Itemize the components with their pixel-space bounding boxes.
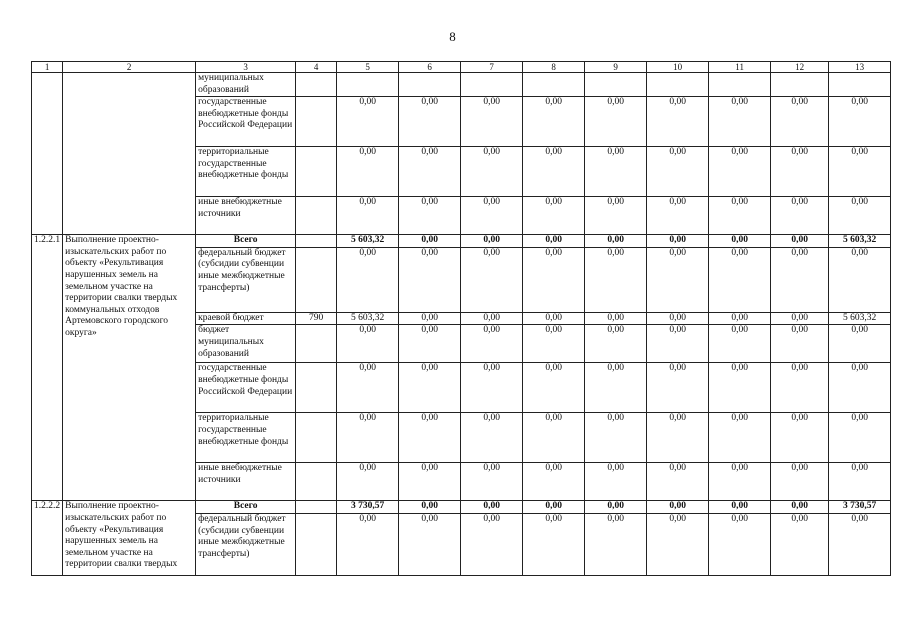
funding-source-cell: территориальные государственные внебюджетные фонды xyxy=(196,413,296,463)
col4-cell xyxy=(296,73,337,97)
value-cell: 0,00 xyxy=(829,325,891,363)
value-cell: 0,00 xyxy=(647,197,709,235)
value-cell: 0,00 xyxy=(399,147,461,197)
value-cell: 0,00 xyxy=(523,97,585,147)
funding-source-cell: государственные внебюджетные фонды Российской Федерации xyxy=(196,363,296,413)
table-row xyxy=(32,73,891,97)
funding-source-cell: федеральный бюджет (субсидии субвенции иные межбюджетные трансферты) xyxy=(196,247,296,312)
column-number: 11 xyxy=(709,62,771,73)
funding-source-cell: иные внебюджетные источники xyxy=(196,197,296,235)
value-cell: 0,00 xyxy=(461,235,523,248)
value-cell xyxy=(461,73,523,97)
value-cell: 0,00 xyxy=(771,513,829,575)
value-cell: 0,00 xyxy=(461,501,523,514)
value-cell: 0,00 xyxy=(771,247,829,312)
value-cell: 3 730,57 xyxy=(337,501,399,514)
value-cell: 5 603,32 xyxy=(337,312,399,325)
value-cell: 0,00 xyxy=(399,312,461,325)
funding-source-cell: территориальные государственные внебюджетные фонды xyxy=(196,147,296,197)
value-cell: 0,00 xyxy=(647,463,709,501)
value-cell: 0,00 xyxy=(523,463,585,501)
column-number: 6 xyxy=(399,62,461,73)
value-cell: 0,00 xyxy=(647,97,709,147)
value-cell: 0,00 xyxy=(585,247,647,312)
value-cell: 0,00 xyxy=(585,312,647,325)
value-cell: 0,00 xyxy=(829,247,891,312)
value-cell: 0,00 xyxy=(461,413,523,463)
value-cell: 0,00 xyxy=(709,147,771,197)
col4-cell xyxy=(296,235,337,248)
value-cell: 0,00 xyxy=(523,197,585,235)
table-body xyxy=(32,62,891,576)
value-cell: 0,00 xyxy=(337,147,399,197)
col4-cell xyxy=(296,147,337,197)
value-cell: 0,00 xyxy=(709,312,771,325)
value-cell: 0,00 xyxy=(523,235,585,248)
value-cell: 0,00 xyxy=(399,363,461,413)
value-cell: 0,00 xyxy=(709,97,771,147)
value-cell: 0,00 xyxy=(399,97,461,147)
value-cell: 0,00 xyxy=(709,363,771,413)
value-cell: 0,00 xyxy=(709,197,771,235)
value-cell: 0,00 xyxy=(399,247,461,312)
col4-cell xyxy=(296,501,337,514)
value-cell: 0,00 xyxy=(523,312,585,325)
value-cell: 0,00 xyxy=(771,97,829,147)
value-cell xyxy=(523,73,585,97)
value-cell: 0,00 xyxy=(829,363,891,413)
code-cell xyxy=(32,73,63,235)
funding-source-cell: бюджет муниципальных образований xyxy=(196,325,296,363)
column-number: 5 xyxy=(337,62,399,73)
col4-cell xyxy=(296,513,337,575)
value-cell: 0,00 xyxy=(337,513,399,575)
funding-source-cell: муниципальных образований xyxy=(196,73,296,97)
value-cell: 0,00 xyxy=(771,147,829,197)
item-code: 1.2.2.2 xyxy=(32,501,63,576)
funding-source-cell: государственные внебюджетные фонды Российской Федерации xyxy=(196,97,296,147)
value-cell: 0,00 xyxy=(709,413,771,463)
col4-cell xyxy=(296,413,337,463)
value-cell: 0,00 xyxy=(771,197,829,235)
column-number: 4 xyxy=(296,62,337,73)
value-cell xyxy=(709,73,771,97)
value-cell: 0,00 xyxy=(585,325,647,363)
value-cell xyxy=(829,73,891,97)
funding-source-cell: краевой бюджет xyxy=(196,312,296,325)
column-number: 3 xyxy=(196,62,296,73)
column-number: 1 xyxy=(32,62,63,73)
value-cell: 0,00 xyxy=(461,363,523,413)
value-cell: 0,00 xyxy=(461,513,523,575)
item-title: Выполнение проектно-изыскательских работ по объекту «Рекультивация нарушенных земель на земельном участке на территории свалки твердых коммунальных отходов Артемовского городского округа» xyxy=(63,235,196,501)
value-cell: 0,00 xyxy=(399,463,461,501)
page-number: 8 xyxy=(449,29,456,44)
value-cell: 0,00 xyxy=(647,325,709,363)
value-cell: 0,00 xyxy=(337,197,399,235)
value-cell: 0,00 xyxy=(523,247,585,312)
table-row xyxy=(32,235,891,248)
value-cell: 0,00 xyxy=(829,513,891,575)
value-cell xyxy=(399,73,461,97)
value-cell: 0,00 xyxy=(771,312,829,325)
value-cell: 0,00 xyxy=(585,513,647,575)
value-cell: 0,00 xyxy=(709,513,771,575)
value-cell: 0,00 xyxy=(709,501,771,514)
value-cell: 0,00 xyxy=(337,247,399,312)
value-cell: 0,00 xyxy=(771,501,829,514)
budget-table xyxy=(31,61,891,576)
value-cell: 0,00 xyxy=(461,312,523,325)
value-cell: 0,00 xyxy=(647,513,709,575)
col4-cell xyxy=(296,463,337,501)
value-cell: 0,00 xyxy=(709,235,771,248)
value-cell: 0,00 xyxy=(829,413,891,463)
value-cell: 0,00 xyxy=(709,325,771,363)
column-number-row xyxy=(32,62,891,73)
value-cell xyxy=(647,73,709,97)
value-cell: 0,00 xyxy=(829,147,891,197)
value-cell: 0,00 xyxy=(771,235,829,248)
value-cell: 0,00 xyxy=(647,312,709,325)
column-number: 12 xyxy=(771,62,829,73)
item-code: 1.2.2.1 xyxy=(32,235,63,501)
value-cell: 0,00 xyxy=(337,325,399,363)
value-cell: 0,00 xyxy=(771,325,829,363)
value-cell: 0,00 xyxy=(647,363,709,413)
value-cell: 0,00 xyxy=(771,363,829,413)
value-cell: 0,00 xyxy=(399,325,461,363)
value-cell: 0,00 xyxy=(829,97,891,147)
col4-cell xyxy=(296,97,337,147)
funding-source-cell: Всего xyxy=(196,235,296,248)
value-cell: 5 603,32 xyxy=(829,312,891,325)
value-cell: 0,00 xyxy=(399,513,461,575)
value-cell: 0,00 xyxy=(585,413,647,463)
value-cell: 0,00 xyxy=(337,413,399,463)
column-number: 13 xyxy=(829,62,891,73)
column-number: 7 xyxy=(461,62,523,73)
col4-cell xyxy=(296,363,337,413)
value-cell: 0,00 xyxy=(647,235,709,248)
value-cell: 0,00 xyxy=(399,413,461,463)
value-cell: 0,00 xyxy=(399,197,461,235)
column-number: 8 xyxy=(523,62,585,73)
value-cell: 0,00 xyxy=(337,463,399,501)
value-cell xyxy=(771,73,829,97)
table-row xyxy=(32,501,891,514)
value-cell: 0,00 xyxy=(585,197,647,235)
value-cell: 0,00 xyxy=(399,235,461,248)
value-cell: 0,00 xyxy=(523,325,585,363)
item-title: Выполнение проектно-изыскательских работ по объекту «Рекультивация нарушенных земель на земельном участке на территории свалки твердых xyxy=(63,501,196,576)
value-cell: 0,00 xyxy=(585,97,647,147)
funding-source-cell: федеральный бюджет (субсидии субвенции иные межбюджетные трансферты) xyxy=(196,513,296,575)
value-cell: 0,00 xyxy=(461,197,523,235)
value-cell: 0,00 xyxy=(771,463,829,501)
value-cell xyxy=(585,73,647,97)
value-cell: 0,00 xyxy=(337,97,399,147)
value-cell: 5 603,32 xyxy=(829,235,891,248)
value-cell: 0,00 xyxy=(585,363,647,413)
col4-cell xyxy=(296,247,337,312)
value-cell: 0,00 xyxy=(523,363,585,413)
value-cell: 0,00 xyxy=(647,501,709,514)
value-cell: 0,00 xyxy=(585,501,647,514)
value-cell: 0,00 xyxy=(771,413,829,463)
col4-cell xyxy=(296,325,337,363)
value-cell: 0,00 xyxy=(523,413,585,463)
value-cell: 0,00 xyxy=(709,247,771,312)
value-cell: 0,00 xyxy=(829,463,891,501)
value-cell: 0,00 xyxy=(585,463,647,501)
funding-source-cell: Всего xyxy=(196,501,296,514)
col4-cell: 790 xyxy=(296,312,337,325)
value-cell: 0,00 xyxy=(399,501,461,514)
value-cell xyxy=(337,73,399,97)
value-cell: 0,00 xyxy=(647,247,709,312)
value-cell: 0,00 xyxy=(585,235,647,248)
value-cell: 0,00 xyxy=(829,197,891,235)
value-cell: 0,00 xyxy=(461,463,523,501)
title-cell xyxy=(63,73,196,235)
value-cell: 0,00 xyxy=(461,147,523,197)
column-number: 10 xyxy=(647,62,709,73)
value-cell: 0,00 xyxy=(523,501,585,514)
value-cell: 0,00 xyxy=(585,147,647,197)
value-cell: 0,00 xyxy=(461,325,523,363)
value-cell: 0,00 xyxy=(647,147,709,197)
value-cell: 0,00 xyxy=(523,513,585,575)
funding-source-cell: иные внебюджетные источники xyxy=(196,463,296,501)
value-cell: 0,00 xyxy=(461,97,523,147)
value-cell: 0,00 xyxy=(709,463,771,501)
value-cell: 5 603,32 xyxy=(337,235,399,248)
value-cell: 0,00 xyxy=(337,363,399,413)
value-cell: 0,00 xyxy=(523,147,585,197)
value-cell: 0,00 xyxy=(461,247,523,312)
col4-cell xyxy=(296,197,337,235)
column-number: 9 xyxy=(585,62,647,73)
value-cell: 0,00 xyxy=(647,413,709,463)
column-number: 2 xyxy=(63,62,196,73)
value-cell: 3 730,57 xyxy=(829,501,891,514)
